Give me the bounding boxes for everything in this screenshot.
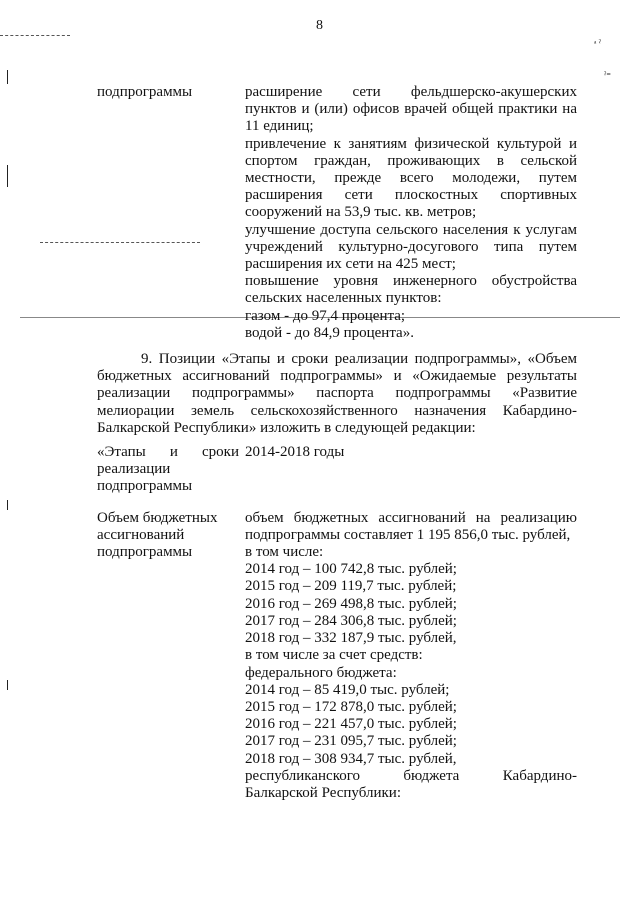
republic-label (245, 768, 577, 785)
row-label: «Этапы и сроки реализации подпрограммы (97, 444, 239, 495)
federal-year: 2017 год – 231 095,7 тыс. рублей; (245, 733, 457, 750)
budget-year: 2017 год – 284 306,8 тыс. рублей; (245, 612, 457, 629)
row-value: 2014-2018 годы (245, 444, 345, 461)
margin-mark-side: ˀ⁼ (604, 70, 611, 80)
result-item: улучшение доступа сельского населения к услугам учреждений культурно-досугового типа путем расширения их сети на 425 мест; (245, 221, 577, 273)
document-body (97, 84, 577, 802)
republic-label-word: Кабардино- (502, 767, 577, 784)
passport-row-stages (97, 444, 577, 496)
result-item: газом - до 97,4 процента; (245, 307, 406, 324)
result-item: расширение сети фельдшерско-акушерских пунктов и (или) офисов врачей общей практики на 11 единиц; (245, 84, 577, 135)
scan-line (0, 35, 70, 36)
scan-edge-mark (7, 70, 8, 84)
row-value (245, 84, 577, 342)
budget-year: 2014 год – 100 742,8 тыс. рублей; (245, 561, 457, 578)
result-item: повышение уровня инженерного обустройства сельских населенных пунктов: (245, 273, 577, 307)
budget-intro: объем бюджетных ассигнований на реализацию подпрограммы составляет 1 195 856,0 тыс. рублей, (245, 509, 577, 543)
federal-year: 2016 год – 221 457,0 тыс. рублей; (245, 716, 457, 733)
republic-label-word: бюджета (403, 767, 460, 784)
scan-edge-mark (7, 165, 8, 187)
margin-mark-top: ᵃ ˀ (594, 38, 601, 48)
federal-year: 2015 год – 172 878,0 тыс. рублей; (245, 698, 457, 715)
row-label: подпрограммы (97, 84, 193, 100)
row-label: Объем бюджетных ассигнований подпрограммы (97, 509, 218, 561)
budget-year: 2016 год – 269 498,8 тыс. рублей; (245, 595, 457, 612)
result-item: привлечение к занятиям физической культурой и спортом граждан, проживающих в сельской местности, прежде всего молодежи, путем расширения сети плоскостных спортивных сооружений на 53,9 тыс. кв. метров; (245, 135, 577, 221)
result-item: водой - до 84,9 процента». (245, 324, 414, 341)
federal-year: 2014 год – 85 419,0 тыс. рублей; (245, 681, 450, 698)
republic-label-end: Балкарской Республики: (245, 784, 401, 801)
passport-row-results (97, 84, 577, 342)
republic-label-word: республиканского (245, 767, 360, 784)
budget-line: в том числе: (245, 544, 324, 561)
budget-line: федерального бюджета: (245, 664, 397, 681)
paragraph-9: 9. Позиции «Этапы и сроки реализации подпрограммы», «Объем бюджетных ассигнований подпрограммы» и «Ожидаемые результаты реализации подпрограммы» паспорта подпрограммы «Развитие мелиорации земель сельскохозяйственного назначения Кабардино-Балкарской Республики» изложить в следующей редакции: (97, 351, 577, 436)
scan-edge-mark (7, 500, 8, 510)
budget-year: 2015 год – 209 119,7 тыс. рублей; (245, 578, 457, 595)
budget-line: в том числе за счет средств: (245, 647, 423, 664)
page-number: 8 (316, 18, 323, 33)
passport-row-budget (97, 510, 577, 802)
scan-edge-mark (7, 680, 8, 690)
federal-year: 2018 год – 308 934,7 тыс. рублей, (245, 750, 457, 767)
row-value (245, 510, 577, 802)
budget-year: 2018 год – 332 187,9 тыс. рублей, (245, 630, 457, 647)
